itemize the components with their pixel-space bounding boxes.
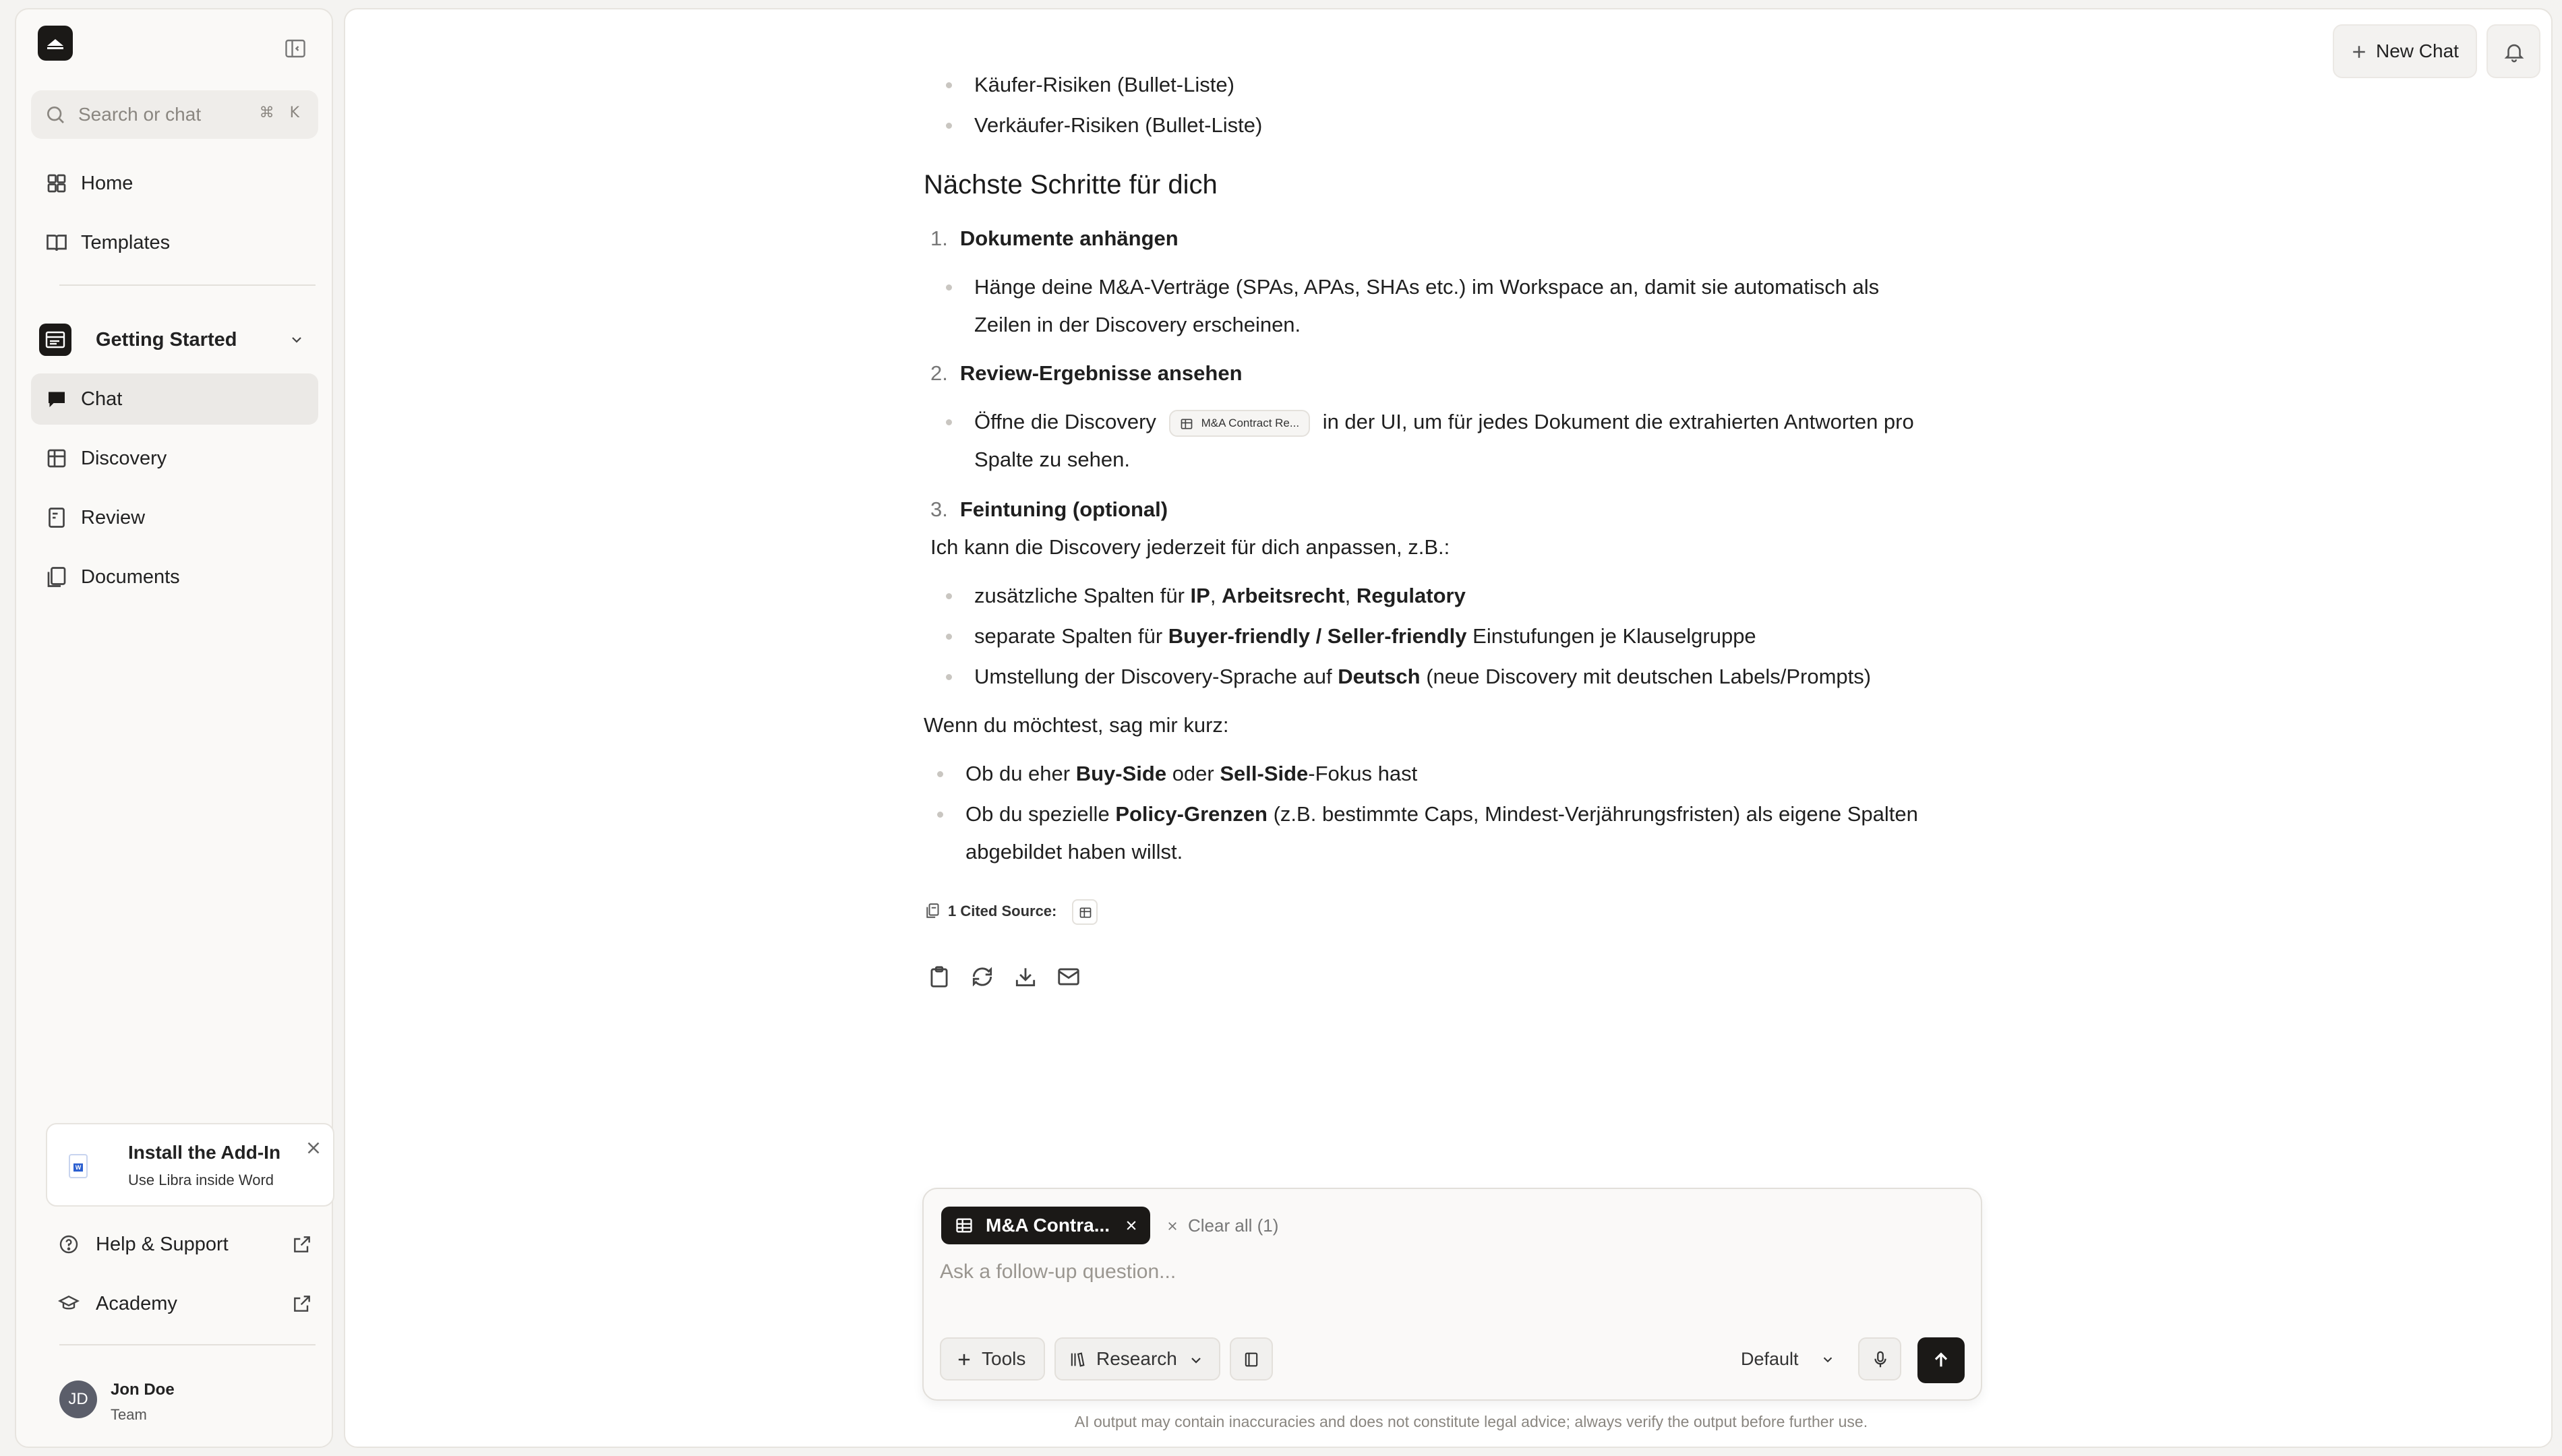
composer	[922, 1188, 1982, 1401]
nav-home[interactable]	[31, 158, 318, 209]
step-2-title: 2. Review-Ergebnisse ansehen	[930, 361, 1243, 385]
user-name: Jon Doe	[111, 1381, 175, 1399]
project-item-review[interactable]	[31, 492, 318, 543]
send-button[interactable]	[1917, 1337, 1965, 1383]
project-item-review-label: Review	[81, 507, 146, 528]
chat-icon	[44, 387, 69, 411]
list-item-continuation: Spalte zu sehen.	[974, 448, 1130, 471]
research-label: Research	[1096, 1348, 1177, 1369]
list-item: Umstellung der Discovery-Sprache auf Deutsch (neue Discovery mit deutschen Labels/Prompts)	[974, 663, 1871, 690]
list-item-continuation: Zeilen in der Discovery erscheinen.	[974, 313, 1301, 336]
close-icon	[1166, 1220, 1179, 1232]
help-icon	[58, 1234, 80, 1255]
follow-up-input[interactable]	[940, 1261, 1951, 1301]
project-label: Getting Started	[96, 329, 237, 351]
table-icon	[44, 446, 69, 471]
project-item-discovery[interactable]	[31, 433, 318, 484]
attachment-label: M&A Contra...	[986, 1215, 1110, 1236]
chevron-down-icon[interactable]	[289, 332, 305, 348]
download-icon[interactable]	[1013, 964, 1038, 990]
sources-icon	[925, 902, 943, 919]
discovery-reference-chip[interactable]: M&A Contract Re...	[1169, 410, 1311, 437]
search-input[interactable]	[78, 90, 247, 139]
external-link-icon	[291, 1234, 313, 1255]
user-profile[interactable]	[46, 1374, 329, 1428]
arrow-up-icon	[1930, 1349, 1952, 1371]
sidebar-divider	[59, 1344, 316, 1345]
cited-sources-label: 1 Cited Source:	[948, 903, 1057, 919]
list-item: Käufer-Risiken (Bullet-Liste)	[974, 71, 1234, 98]
chevron-down-icon	[1820, 1352, 1835, 1367]
review-icon	[44, 506, 69, 530]
table-icon	[1180, 417, 1193, 431]
book-icon	[44, 231, 69, 255]
microphone-button[interactable]	[1858, 1337, 1901, 1381]
avatar: JD	[59, 1381, 97, 1418]
project-item-chat-label: Chat	[81, 388, 123, 410]
close-icon[interactable]	[303, 1138, 324, 1158]
sidebar	[15, 8, 333, 1448]
document-icon	[1242, 1350, 1261, 1369]
project-item-documents-label: Documents	[81, 566, 180, 588]
project-icon	[39, 324, 71, 356]
list-item: Öffne die Discovery M&A Contract Re... in der UI, um für jedes Dokument die extrahierten Antworten pro	[974, 408, 1914, 437]
search-shortcut: ⌘ K	[259, 104, 305, 121]
attach-document-button[interactable]	[1230, 1337, 1273, 1381]
sidebar-collapse-icon[interactable]	[283, 36, 307, 61]
addin-title: Install the Add-In	[128, 1142, 281, 1163]
microphone-icon	[1870, 1349, 1890, 1370]
list-item: Ob du spezielle Policy-Grenzen (z.B. bestimmte Caps, Mindest-Verjährungsfristen) als eigene Spalten	[965, 801, 1918, 828]
logo-icon	[38, 26, 73, 61]
step-3-title: 3. Feintuning (optional)	[930, 497, 1168, 521]
app-logo[interactable]	[38, 26, 73, 61]
remove-attachment-icon[interactable]	[1125, 1219, 1138, 1232]
chevron-down-icon	[1188, 1352, 1204, 1368]
list-item: separate Spalten für Buyer-friendly / Seller-friendly Einstufungen je Klauselgruppe	[974, 623, 1756, 650]
legal-disclaimer: AI output may contain inaccuracies and does not constitute legal advice; always verify the output before further use.	[1074, 1413, 1868, 1430]
sidebar-divider	[59, 284, 316, 286]
addin-subtitle: Use Libra inside Word	[128, 1172, 274, 1188]
help-support-label: Help & Support	[96, 1234, 229, 1255]
library-icon	[1068, 1350, 1087, 1369]
academy-link[interactable]	[31, 1278, 318, 1329]
graduation-cap-icon	[58, 1293, 80, 1314]
nav-templates-label: Templates	[81, 232, 171, 253]
step-1-title: 1. Dokumente anhängen	[930, 226, 1179, 250]
project-item-discovery-label: Discovery	[81, 448, 167, 469]
help-support-link[interactable]	[31, 1219, 318, 1270]
search-bar[interactable]	[31, 90, 318, 139]
main-panel	[344, 8, 2553, 1448]
project-item-chat[interactable]	[31, 373, 318, 425]
step-3-intro: Ich kann die Discovery jederzeit für dich anpassen, z.B.:	[930, 535, 1450, 559]
list-item-continuation: abgebildet haben willst.	[965, 840, 1183, 863]
table-icon	[955, 1216, 974, 1235]
attachment-pill[interactable]	[941, 1207, 1150, 1244]
search-icon	[44, 104, 66, 125]
documents-icon	[44, 565, 69, 589]
section-heading: Nächste Schritte für dich	[924, 170, 1218, 200]
list-item: zusätzliche Spalten für IP, Arbeitsrecht, Regulatory	[974, 582, 1466, 609]
word-icon: W	[69, 1154, 88, 1178]
model-selector[interactable]	[1741, 1337, 1842, 1381]
external-link-icon	[291, 1293, 313, 1314]
cited-source-button[interactable]	[1072, 899, 1098, 925]
home-grid-icon	[44, 171, 69, 195]
new-chat-label: New Chat	[2376, 40, 2459, 61]
tools-button[interactable]	[940, 1337, 1045, 1381]
list-item: Ob du eher Buy-Side oder Sell-Side-Fokus hast	[965, 760, 1417, 787]
ask-intro: Wenn du möchtest, sag mir kurz:	[924, 713, 1229, 737]
academy-label: Academy	[96, 1293, 177, 1314]
regenerate-icon[interactable]	[970, 964, 995, 990]
user-team: Team	[111, 1406, 147, 1423]
plus-icon	[955, 1350, 974, 1369]
table-icon	[1079, 906, 1092, 919]
email-icon[interactable]	[1056, 964, 1081, 990]
research-button[interactable]	[1054, 1337, 1220, 1381]
tools-label: Tools	[982, 1348, 1026, 1369]
clear-all-label: Clear all (1)	[1188, 1215, 1279, 1236]
nav-templates[interactable]	[31, 217, 318, 268]
nav-home-label: Home	[81, 173, 133, 194]
list-item: Verkäufer-Risiken (Bullet-Liste)	[974, 112, 1262, 139]
clipboard-icon[interactable]	[926, 964, 952, 990]
project-item-documents[interactable]	[31, 551, 318, 603]
model-label: Default	[1741, 1349, 1799, 1369]
addin-card[interactable]	[46, 1123, 334, 1207]
list-item: Hänge deine M&A-Verträge (SPAs, APAs, SHAs etc.) im Workspace an, damit sie automatisch als	[974, 274, 1879, 301]
project-getting-started[interactable]	[31, 314, 318, 365]
